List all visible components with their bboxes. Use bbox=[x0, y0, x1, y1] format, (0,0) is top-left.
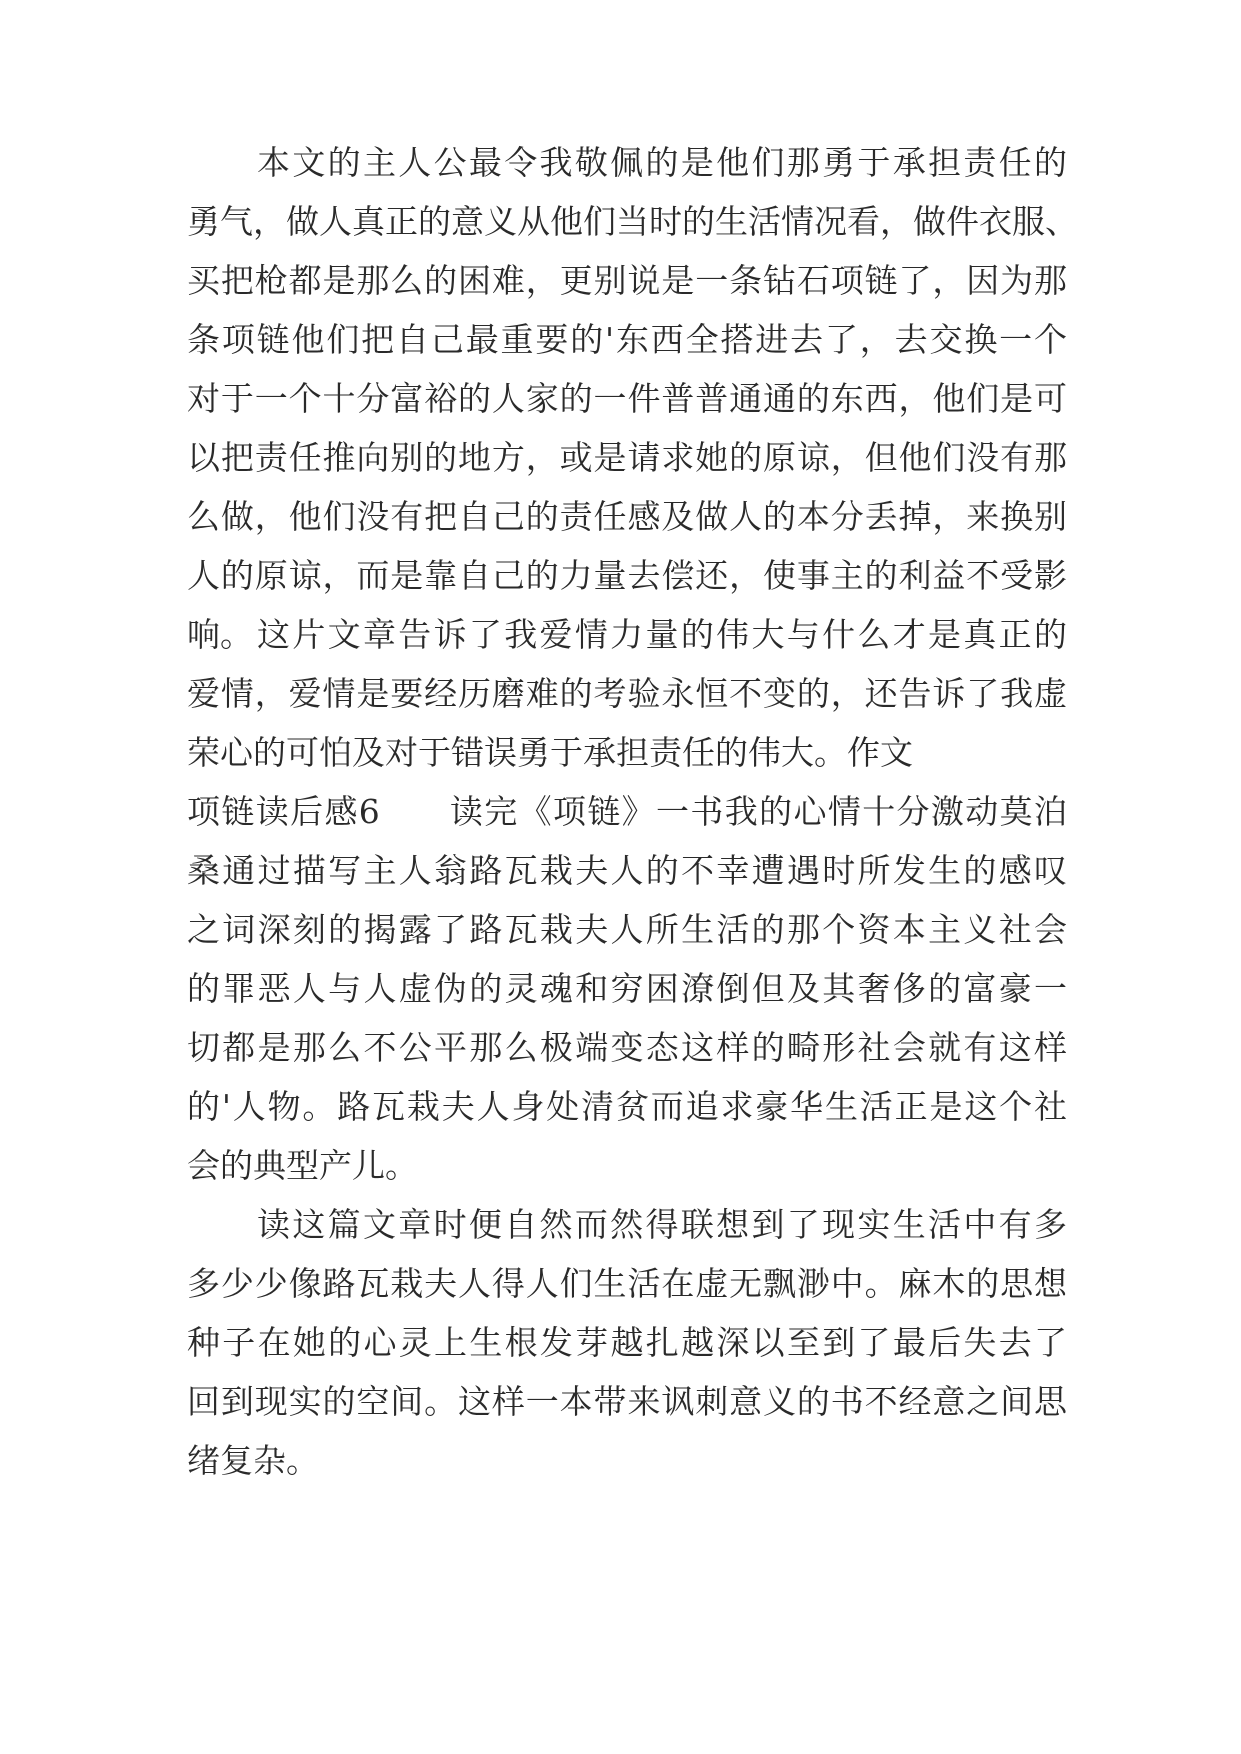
text-line: 响。 bbox=[187, 615, 253, 654]
text-line: 会的典型产儿。 bbox=[187, 1146, 418, 1185]
text-line: 切都是那么不公平那么极端变态这样的畸形社会就有这样 bbox=[187, 1028, 1067, 1067]
paragraph-1 bbox=[187, 133, 1078, 664]
text-line: 之词深刻的揭露了路瓦栽夫人所生活的那个资本主义社会 bbox=[187, 910, 1067, 949]
text-line: 桑通过描写主人翁路瓦栽夫人的不幸遭遇时所发生的感叹 bbox=[187, 851, 1067, 890]
text-line: 多少少像路瓦栽夫人得人们生活在虚无飘渺中。麻木的思想 bbox=[187, 1264, 1067, 1303]
paragraph-3 bbox=[187, 782, 1067, 1195]
text-line: 回到现实的空间。这样一本带来讽刺意义的书不经意之间思 bbox=[187, 1382, 1067, 1421]
text-line: 的'人物。路瓦栽夫人身处清贫而追求豪华生活正是这个社 bbox=[187, 1087, 1067, 1126]
text-line: 本文的主人公最令我敬佩的是他们那勇于承担责任的 bbox=[257, 143, 1067, 182]
text-line: 条项链他们把自己最重要的'东西全搭进去了，去交换一个 bbox=[187, 320, 1067, 359]
text-line: 种子在她的心灵上生根发芽越扎越深以至到了最后失去了 bbox=[187, 1323, 1067, 1362]
text-line: 这片文章告诉了我爱情力量的伟大与什么才是真正的 bbox=[257, 615, 1067, 654]
text-line: 么做，他们没有把自己的责任感及做人的本分丢掉，来换别 bbox=[187, 497, 1067, 536]
text-line: 荣心的可怕及对于错误勇于承担责任的伟大。作文 bbox=[187, 733, 913, 772]
text-line: 对于一个十分富裕的人家的一件普普通通的东西，他们是可 bbox=[187, 379, 1067, 418]
text-line: 人的原谅，而是靠自己的力量去偿还，使事主的利益不受影 bbox=[187, 556, 1067, 595]
text-line: 爱情，爱情是要经历磨难的考验永恒不变的，还告诉了我虚 bbox=[187, 674, 1067, 713]
paragraph-2 bbox=[187, 605, 1067, 782]
text-line: 买把枪都是那么的困难，更别说是一条钻石项链了，因为那 bbox=[187, 261, 1067, 300]
text-line: 以把责任推向别的地方，或是请求她的原谅，但他们没有那 bbox=[187, 438, 1067, 477]
text-line: 勇气，做人真正的意义从他们当时的生活情况看，做件衣服、 bbox=[187, 202, 1078, 241]
paragraph-4 bbox=[187, 1195, 1067, 1490]
text-line: 绪复杂。 bbox=[187, 1441, 319, 1480]
text-line: 项链读后感6 读完《项链》一书我的心情十分激动莫泊 bbox=[187, 792, 1067, 831]
text-line: 读这篇文章时便自然而然得联想到了现实生活中有多 bbox=[257, 1205, 1067, 1244]
text-line: 的罪恶人与人虚伪的灵魂和穷困潦倒但及其奢侈的富豪一 bbox=[187, 969, 1067, 1008]
